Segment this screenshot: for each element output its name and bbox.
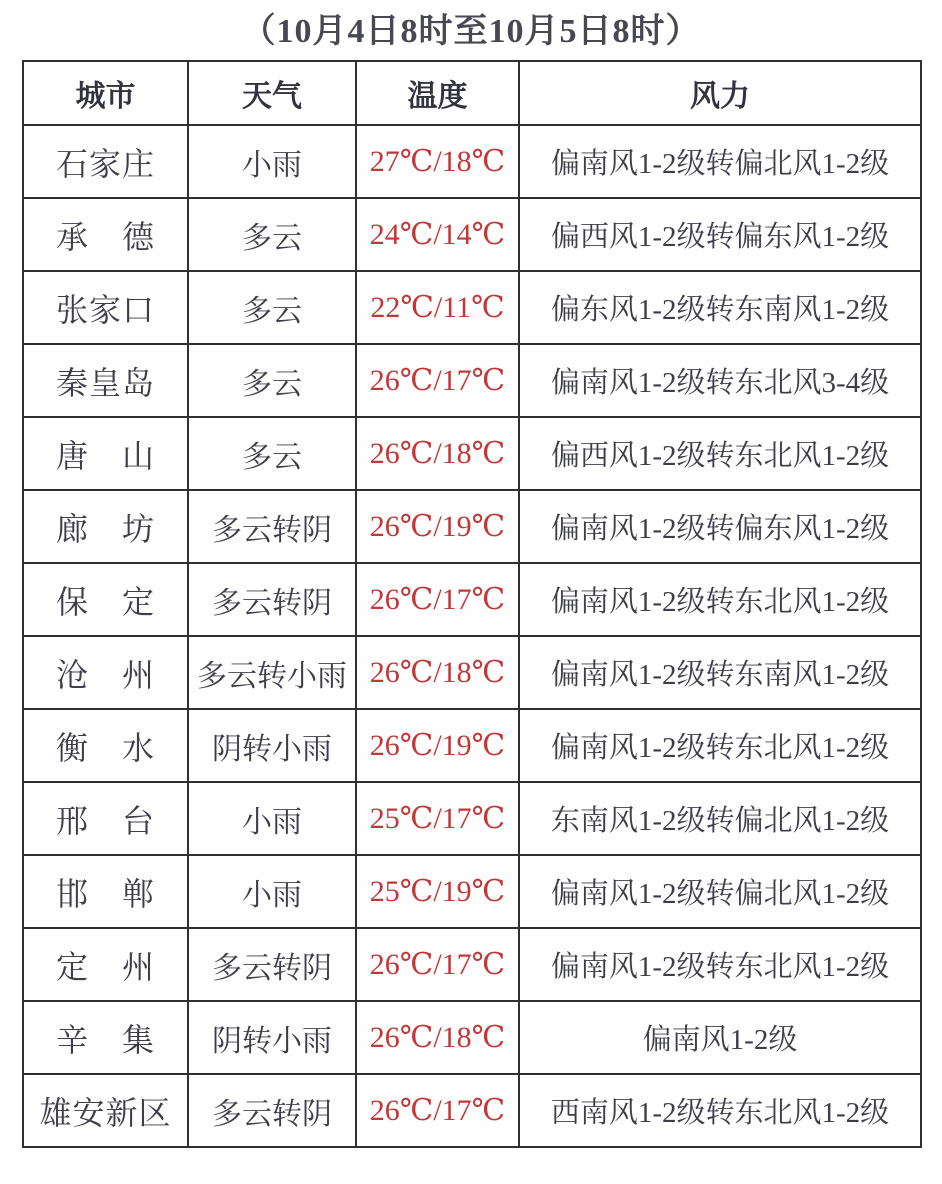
- weather-cell: 小雨: [188, 125, 356, 198]
- temperature-cell: 22℃/11℃: [356, 271, 519, 344]
- weather-cell: 小雨: [188, 782, 356, 855]
- wind-cell: 偏南风1-2级转东北风1-2级: [519, 928, 921, 1001]
- column-header-city: 城市: [23, 61, 188, 125]
- table-row: [23, 1001, 921, 1074]
- weather-cell: 多云: [188, 271, 356, 344]
- wind-cell: 偏南风1-2级转东北风1-2级: [519, 563, 921, 636]
- temperature-cell: 26℃/18℃: [356, 636, 519, 709]
- wind-cell: 西南风1-2级转东北风1-2级: [519, 1074, 921, 1147]
- column-header-temperature: 温度: [356, 61, 519, 125]
- table-row: [23, 417, 921, 490]
- weather-table-body: [23, 125, 921, 1147]
- wind-cell: 偏东风1-2级转东南风1-2级: [519, 271, 921, 344]
- table-header-row: [23, 61, 921, 125]
- wind-cell: 偏南风1-2级转东北风1-2级: [519, 709, 921, 782]
- table-row: [23, 198, 921, 271]
- weather-cell: 多云: [188, 417, 356, 490]
- weather-cell: 阴转小雨: [188, 1001, 356, 1074]
- temperature-cell: 26℃/18℃: [356, 1001, 519, 1074]
- temperature-cell: 26℃/17℃: [356, 1074, 519, 1147]
- city-cell: 邢 台: [23, 782, 188, 855]
- table-row: [23, 709, 921, 782]
- wind-cell: 偏南风1-2级转东南风1-2级: [519, 636, 921, 709]
- weather-cell: 多云: [188, 344, 356, 417]
- city-cell: 保 定: [23, 563, 188, 636]
- city-cell: 衡 水: [23, 709, 188, 782]
- column-header-weather: 天气: [188, 61, 356, 125]
- wind-cell: 偏南风1-2级转偏北风1-2级: [519, 125, 921, 198]
- temperature-cell: 25℃/17℃: [356, 782, 519, 855]
- weather-cell: 多云: [188, 198, 356, 271]
- table-row: [23, 855, 921, 928]
- forecast-period-title: （10月4日8时至10月5日8时）: [241, 13, 701, 50]
- city-cell: 邯 郸: [23, 855, 188, 928]
- wind-cell: 偏南风1-2级转东北风3-4级: [519, 344, 921, 417]
- table-row: [23, 125, 921, 198]
- weather-cell: 小雨: [188, 855, 356, 928]
- weather-table: [22, 60, 922, 1148]
- table-row: [23, 271, 921, 344]
- table-row: [23, 782, 921, 855]
- temperature-cell: 26℃/19℃: [356, 490, 519, 563]
- city-cell: 辛 集: [23, 1001, 188, 1074]
- temperature-cell: 26℃/19℃: [356, 709, 519, 782]
- temperature-cell: 26℃/17℃: [356, 563, 519, 636]
- city-cell: 雄安新区: [23, 1074, 188, 1147]
- wind-cell: 偏西风1-2级转偏东风1-2级: [519, 198, 921, 271]
- table-row: [23, 636, 921, 709]
- wind-cell: 偏南风1-2级转偏东风1-2级: [519, 490, 921, 563]
- city-cell: 张家口: [23, 271, 188, 344]
- wind-cell: 偏西风1-2级转东北风1-2级: [519, 417, 921, 490]
- table-row: [23, 490, 921, 563]
- temperature-cell: 26℃/18℃: [356, 417, 519, 490]
- temperature-cell: 26℃/17℃: [356, 928, 519, 1001]
- city-cell: 石家庄: [23, 125, 188, 198]
- city-cell: 唐 山: [23, 417, 188, 490]
- weather-cell: 多云转阴: [188, 563, 356, 636]
- city-cell: 定 州: [23, 928, 188, 1001]
- temperature-cell: 27℃/18℃: [356, 125, 519, 198]
- city-cell: 沧 州: [23, 636, 188, 709]
- table-row: [23, 928, 921, 1001]
- table-row: [23, 563, 921, 636]
- city-cell: 承 德: [23, 198, 188, 271]
- city-cell: 秦皇岛: [23, 344, 188, 417]
- weather-cell: 多云转小雨: [188, 636, 356, 709]
- wind-cell: 东南风1-2级转偏北风1-2级: [519, 782, 921, 855]
- weather-cell: 多云转阴: [188, 928, 356, 1001]
- weather-cell: 多云转阴: [188, 490, 356, 563]
- weather-cell: 多云转阴: [188, 1074, 356, 1147]
- table-row: [23, 1074, 921, 1147]
- column-header-wind: 风力: [519, 61, 921, 125]
- weather-cell: 阴转小雨: [188, 709, 356, 782]
- table-row: [23, 344, 921, 417]
- temperature-cell: 25℃/19℃: [356, 855, 519, 928]
- wind-cell: 偏南风1-2级: [519, 1001, 921, 1074]
- temperature-cell: 26℃/17℃: [356, 344, 519, 417]
- wind-cell: 偏南风1-2级转偏北风1-2级: [519, 855, 921, 928]
- city-cell: 廊 坊: [23, 490, 188, 563]
- temperature-cell: 24℃/14℃: [356, 198, 519, 271]
